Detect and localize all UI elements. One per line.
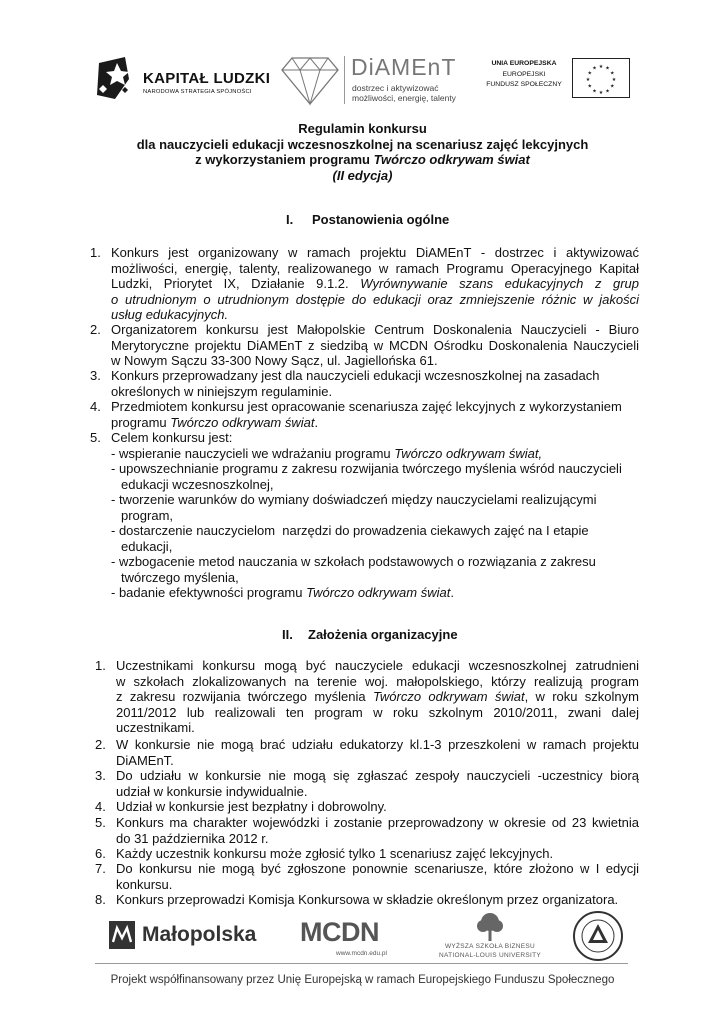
s1-item-1-emphasis: usług edukacyjnych.	[111, 307, 229, 322]
s2-item-7-number: 7.	[95, 861, 106, 876]
s2-item-1-line: uczestnikami.	[116, 720, 195, 735]
s2-item-4-number: 4.	[95, 799, 106, 814]
bullet-text: - badanie efektywności programu	[111, 585, 307, 600]
title-line-3-program: Twórczo odkrywam świat	[373, 152, 530, 167]
mcdn-name: MCDN	[300, 917, 379, 947]
eu-title: UNIA EUROPEJSKA	[491, 60, 557, 67]
s1-item-4-number: 4.	[90, 399, 101, 414]
title-line-3	[0, 152, 725, 168]
diament-divider	[344, 56, 345, 104]
nlu-name: NATIONAL-LOUIS UNIVERSITY	[438, 952, 541, 959]
s1-item-4-line	[111, 415, 639, 431]
s2-item-6: Każdy uczestnik konkursu może zgłosić tylko 1 scenariusz zajęć lekcyjnych.	[116, 846, 554, 861]
malopolska-logo	[108, 920, 268, 954]
s1-item-5-bullet-cont: edukacji,	[121, 538, 173, 554]
wsb-name: WYŻSZA SZKOŁA BIZNESU	[444, 943, 536, 950]
s1-item-1-emphasis: o utrudnionym o utrudnionym dostępie do edukacji oraz zmniejszenie różnic w jakości	[111, 291, 639, 307]
s1-item-2-line: w Nowym Sączu 33-300 Nowy Sącz, ul. Jagiellońska 61.	[111, 353, 438, 368]
s1-item-1-line: Konkurs jest organizowany w ramach projektu DiAMEnT - dostrzec i aktywizować	[111, 245, 639, 260]
kapital-ludzki-subtitle: NARODOWA STRATEGIA SPÓJNOŚCI	[143, 89, 252, 95]
s1-item-3-line: określonych w niniejszym regulaminie.	[111, 383, 333, 399]
s1-item-5-number: 5.	[90, 430, 101, 445]
footer-funding-note: Projekt współfinansowany przez Unię Europejską w ramach Europejskiego Funduszu Społecznego	[110, 974, 615, 986]
diament-tagline-2: możliwości, energię, talenty	[352, 93, 456, 103]
footer-divider	[95, 963, 628, 964]
eu-line-2: FUNDUSZ SPOŁECZNY	[486, 81, 562, 88]
s1-item-4-period: .	[314, 414, 319, 430]
diament-tagline-1: dostrzec i aktywizować	[352, 83, 439, 93]
s2-item-1	[116, 658, 639, 736]
s1-item-3-number: 3.	[90, 368, 101, 383]
s2-item-7	[116, 861, 639, 892]
s2-item-4: Udział w konkursie jest bezpłatny i dobrowolny.	[116, 799, 387, 814]
s1-item-1-text: Ludzki, Priorytet IX, Działanie 9.1.2.	[111, 276, 361, 291]
svg-text:★: ★	[592, 65, 597, 72]
s1-item-1-line	[111, 292, 639, 308]
s2-item-1-text: , w roku szkolnym	[524, 689, 639, 704]
s1-item-3-line: Konkurs przeprowadzany jest dla nauczycieli edukacji wczesnoszkolnej na zasadach	[111, 368, 600, 383]
tree-icon	[475, 912, 505, 942]
s1-item-5-bullet: - dostarczenie nauczycielom narzędzi do prowadzenia ciekawych zajęć na I etapie	[111, 523, 589, 538]
eu-flag-icon	[572, 58, 630, 98]
wsb-nlu-logo	[432, 912, 548, 962]
s1-item-1	[111, 245, 639, 323]
s1-item-5	[111, 430, 639, 601]
s2-item-3	[116, 768, 639, 799]
s2-item-2-line: DiAMEnT.	[116, 752, 174, 768]
s2-item-6-number: 6.	[95, 846, 106, 861]
svg-text:★: ★	[587, 70, 592, 77]
mcdn-logo	[296, 915, 406, 959]
diament-logo	[280, 52, 470, 110]
bullet-text: - wspieranie nauczycieli we wdrażaniu programu	[111, 445, 395, 461]
kapital-ludzki-emblem-icon	[95, 55, 135, 101]
kapital-ludzki-logo	[95, 55, 275, 103]
s2-item-7-line: konkursu.	[116, 876, 173, 892]
s1-item-1-number: 1.	[90, 245, 101, 260]
diament-name: DiAMEnT	[351, 54, 457, 80]
bullet-program: Twórczo odkrywam świat,	[394, 445, 543, 461]
svg-text:★: ★	[592, 88, 597, 95]
s1-item-5-bullet-cont: edukacji wczesnoszkolnej,	[121, 476, 274, 492]
title-edition: (II edycja)	[332, 167, 393, 183]
s2-item-3-line: Do udziału w konkursie nie mogą się zgłaszać zespoły nauczycieli -uczestnicy biorą	[116, 768, 639, 783]
s1-item-5-bullet	[111, 585, 639, 601]
s1-item-5-bullet-cont: program,	[121, 507, 174, 523]
malopolska-emblem-icon	[108, 920, 136, 950]
s1-item-5-bullet: - wzbogacenie metod nauczania w szkołach podstawowych o rozwiązania z zakresu	[111, 554, 596, 569]
title-line-3-text: z wykorzystaniem programu	[195, 152, 374, 167]
s1-item-2	[111, 322, 639, 369]
section-1-number: I.	[286, 212, 294, 227]
s2-item-1-program: Twórczo odkrywam świat	[372, 689, 525, 704]
svg-text:★: ★	[610, 83, 615, 90]
s1-item-5-bullet-cont: twórczego myślenia,	[121, 569, 239, 585]
s2-item-3-line: udział w konkursie indywidualnie.	[116, 783, 308, 799]
s2-item-2-line: W konkursie nie mogą brać udziału edukatorzy kl.1-3 przeszkoleni w ramach projektu	[116, 737, 639, 752]
bullet-program: Twórczo odkrywam świat	[306, 585, 451, 600]
s2-item-1-text: z zakresu rozwijania twórczego myślenia	[116, 689, 373, 704]
svg-text:★: ★	[598, 64, 604, 70]
s2-item-5-line: do 31 października 2012 r.	[116, 830, 269, 846]
section-2-heading: Założenia organizacyjne	[308, 627, 458, 642]
s2-item-3-number: 3.	[95, 768, 106, 783]
s1-item-5-bullet	[111, 446, 639, 462]
s1-item-1-line	[111, 276, 639, 292]
section-1-heading: Postanowienia ogólne	[312, 212, 450, 227]
eu-logo	[478, 58, 630, 100]
s1-item-1-line: możliwości, energię, talenty, realizowanego w ramach Programu Operacyjnego Kapitał	[111, 260, 639, 276]
s1-item-5-bullet: - tworzenie warunków do wymiany doświadczeń między nauczycielami realizującymi	[111, 492, 597, 507]
s1-item-4-line: Przedmiotem konkursu jest opracowanie scenariusza zajęć lekcyjnych z wykorzystaniem	[111, 399, 622, 414]
section-2-number: II.	[282, 627, 293, 642]
s1-item-4-text: programu	[111, 414, 171, 430]
svg-text:★: ★	[611, 77, 617, 83]
svg-text:★: ★	[610, 70, 615, 77]
s2-item-5	[116, 815, 639, 846]
s2-item-1-line	[116, 689, 639, 705]
document-title	[0, 121, 725, 183]
s1-item-2-line: Merytoryczne projektu DiAMEnT z siedzibą w MCDN Ośrodku Doskonalenia Nauczycieli	[111, 337, 639, 353]
s1-item-1-emphasis: Wyrównywanie szans edukacyjnych z grup	[360, 276, 640, 291]
mcdn-url: www.mcdn.edu.pl	[336, 950, 387, 957]
s1-item-2-line: Organizatorem konkursu jest Małopolskie Centrum Doskonalenia Nauczycieli - Biuro	[111, 322, 639, 337]
bullet-period: .	[450, 585, 454, 600]
svg-text:★: ★	[598, 90, 604, 96]
s1-item-4	[111, 399, 639, 430]
s2-item-2	[116, 737, 639, 768]
national-louis-university-seal-icon	[572, 910, 624, 962]
s2-item-8: Konkurs przeprowadzi Komisja Konkursowa w składzie określonym przez organizatora.	[116, 892, 619, 907]
s2-item-1-line: 2011/2012 lub realizowali ten program w roku szkolnym 2010/2011, zwani dalej	[116, 704, 639, 720]
s2-item-1-line: w szkołach zlokalizowanych na terenie woj. małopolskiego, którzy realizują program	[116, 673, 639, 689]
s1-item-5-line: Celem konkursu jest:	[111, 430, 233, 445]
svg-text:★: ★	[605, 65, 610, 72]
s1-item-1-line	[111, 307, 639, 323]
s2-item-7-line: Do konkursu nie mogą być zgłoszone ponownie scenariusze, które złożono w I edycji	[116, 861, 639, 876]
s2-item-5-line: Konkurs ma charakter wojewódzki i zostanie przeprowadzony w okresie od 23 kwietnia	[116, 815, 639, 830]
kapital-ludzki-name: KAPITAŁ LUDZKI	[143, 70, 271, 87]
title-line-1: Regulamin konkursu	[298, 121, 427, 136]
s1-item-2-number: 2.	[90, 322, 101, 337]
svg-text:★: ★	[605, 88, 610, 95]
s2-item-8-number: 8.	[95, 892, 106, 907]
malopolska-name: Małopolska	[142, 923, 257, 946]
s1-item-4-program: Twórczo odkrywam świat	[170, 414, 315, 430]
title-line-2: dla nauczycieli edukacji wczesnoszkolnej na scenariusz zajęć lekcyjnych	[136, 136, 589, 152]
title-line-4	[0, 168, 725, 184]
s1-item-5-bullet: - upowszechnianie programu z zakresu rozwijania twórczego myślenia wśród nauczycieli	[111, 461, 622, 476]
s2-item-2-number: 2.	[95, 737, 106, 752]
svg-text:★: ★	[587, 83, 592, 90]
s2-item-5-number: 5.	[95, 815, 106, 830]
s2-item-1-number: 1.	[95, 658, 106, 673]
eu-line-1: EUROPEJSKI	[502, 71, 546, 78]
s2-item-1-line: Uczestnikami konkursu mogą być nauczyciele edukacji wczesnoszkolnej zatrudnieni	[116, 658, 639, 673]
s1-item-3	[111, 368, 639, 399]
svg-text:★: ★	[585, 77, 591, 83]
diamond-icon	[280, 54, 340, 106]
